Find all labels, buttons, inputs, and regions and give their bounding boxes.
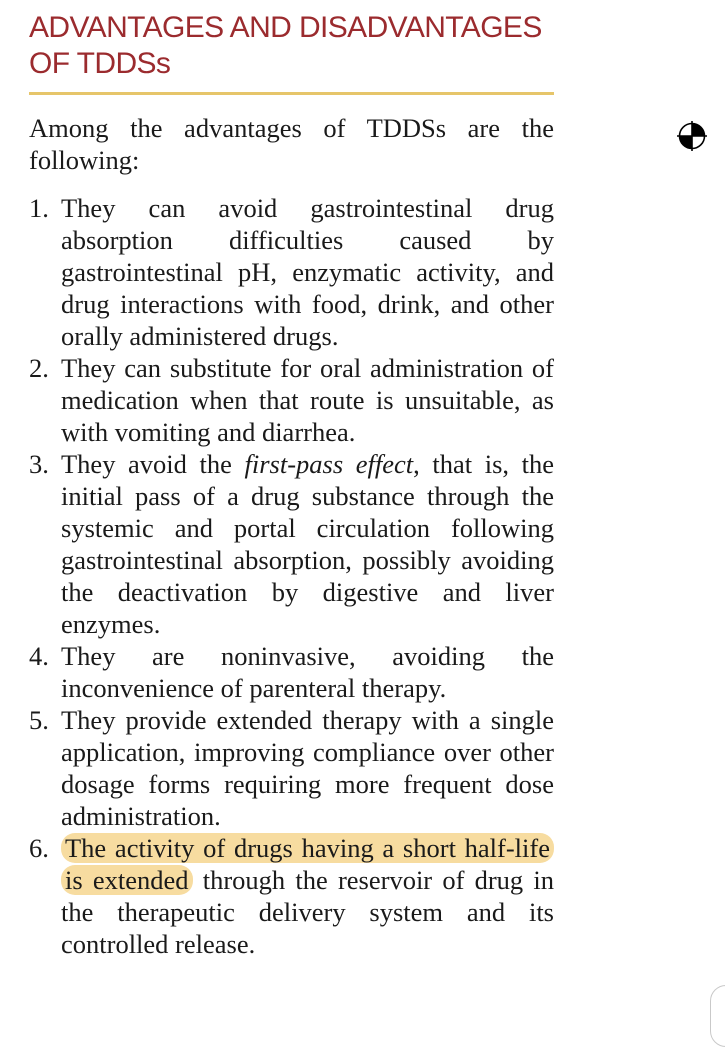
intro-paragraph: Among the advantages of TDDSs are the following: <box>29 113 554 175</box>
list-item-text-before: They avoid the <box>61 449 245 479</box>
advantages-list <box>29 192 554 960</box>
highlighted-text[interactable]: The activity of drugs having a short half-life is extended <box>61 833 554 895</box>
list-item-number: 6. <box>29 833 49 863</box>
list-item-text-after: through the reservoir of drug in the therapeutic delivery system and its controlled release. <box>61 865 554 959</box>
list-item <box>29 352 554 448</box>
list-item <box>29 192 554 352</box>
heading-line-1: ADVANTAGES AND DISADVANTAGES <box>29 11 542 44</box>
list-item-text-after: , that is, the initial pass of a drug substance through the systemic and portal circulation following gastrointestinal absorption, possibly avoiding the deactivation by digestive and liver enzymes. <box>61 449 554 639</box>
list-item-text: They are noninvasive, avoiding the inconvenience of parenteral therapy. <box>61 641 554 703</box>
list-item-number: 5. <box>29 705 49 735</box>
list-item-number: 3. <box>29 449 49 479</box>
document-page <box>29 10 554 960</box>
list-item-text: They can avoid gastrointestinal drug absorption difficulties caused by gastrointestinal pH, enzymatic activity, and drug interactions with food, drink, and other orally administered drugs. <box>61 193 554 351</box>
section-heading <box>29 10 554 82</box>
list-item-text: They can substitute for oral administration of medication when that route is unsuitable, as with vomiting and diarrhea. <box>61 353 554 447</box>
page-edge-curve <box>710 985 725 1047</box>
list-item <box>29 704 554 832</box>
emphasized-term: first-pass effect <box>244 449 414 479</box>
heading-line-2: OF TDDSs <box>29 47 171 80</box>
list-item-text: They provide extended therapy with a single application, improving compliance over other dosage forms requiring more frequent dose administration. <box>61 705 554 831</box>
list-item-number: 4. <box>29 641 49 671</box>
list-item <box>29 832 554 960</box>
heading-divider <box>29 92 554 95</box>
list-item-number: 1. <box>29 193 49 223</box>
list-item <box>29 640 554 704</box>
list-item-number: 2. <box>29 353 49 383</box>
list-item <box>29 448 554 640</box>
registration-mark-icon <box>676 120 708 152</box>
